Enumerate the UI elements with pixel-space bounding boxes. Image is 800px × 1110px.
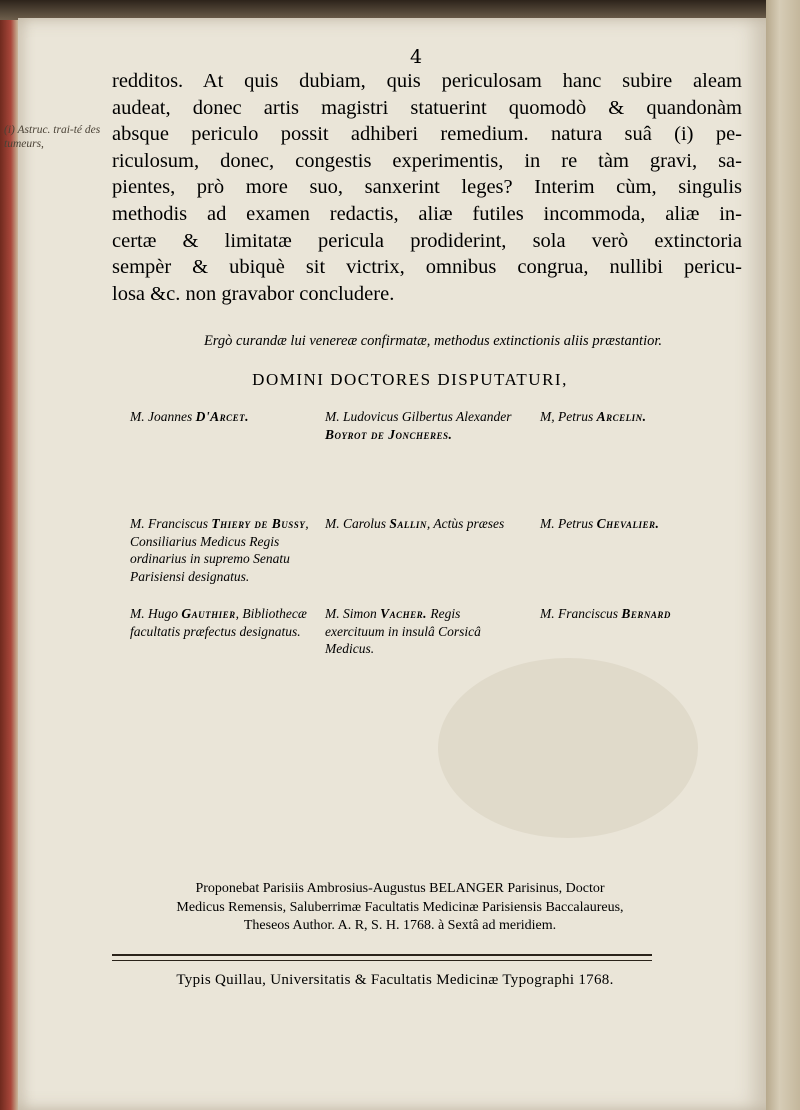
text-line: audeat, donec artis magistri statuerint quomodò & quandonàm (112, 96, 742, 119)
doctor-title: Regis exercituum in insulâ Corsicâ Medicus. (325, 606, 481, 657)
doctor-name: M. Petrus (540, 516, 597, 531)
doctor-name: M. Simon (325, 606, 381, 621)
doctor-name: M, Petrus (540, 409, 597, 424)
doctor-name: M. Carolus (325, 516, 390, 531)
doctor-entry (325, 408, 515, 443)
footer-line: Medicus Remensis, Saluberrimæ Facultatis Medicinæ Parisiensis Baccalaureus, (176, 899, 624, 915)
doctor-entry (540, 605, 750, 623)
doctor-surname: Boyrot de Joncheres. (325, 426, 453, 442)
doctor-name: M. Franciscus (130, 516, 212, 531)
doctor-surname: Thiery de Bussy (211, 516, 306, 531)
book-top-edge (0, 0, 800, 20)
page-stack-edge (766, 0, 800, 1110)
printer-imprint: Typis Quillau, Universitatis & Facultatis Medicinæ Typographi 1768. (176, 972, 614, 988)
text-line: sempèr & ubiquè sit victrix, omnibus congrua, nullibi pericu- (112, 256, 742, 279)
thesis-conclusion: Ergò curandæ lui venereæ confirmatæ, methodus extinctionis aliis præstantior. (203, 333, 663, 349)
binding-edge (0, 20, 18, 1110)
doctor-name: M. Franciscus (540, 606, 622, 621)
doctor-entry (130, 515, 320, 585)
text-line: pientes, prò more suo, sanxerint leges? Interim cùm, singulis (112, 176, 742, 199)
doctor-title: , Consiliarius Medicus Regis ordinarius in supremo Senatu Parisiensi designatus. (130, 516, 309, 584)
proponebat-block (130, 880, 670, 936)
doctor-surname: D'Arcet. (195, 409, 249, 424)
page-number: 4 (409, 46, 423, 68)
text-line: absque periculo possit adhiberi remedium. natura suâ (i) pe- (112, 123, 742, 146)
doctor-title: , Actùs præses (426, 516, 505, 531)
paper-stain (438, 658, 698, 838)
margin-footnote: (i) Astruc. trai-té des tumeurs, (4, 124, 101, 150)
doctor-name: M. Joannes (130, 409, 196, 424)
footer-line: Proponebat Parisiis Ambrosius-Augustus BELANGER Parisinus, Doctor (195, 881, 605, 896)
doctor-surname: Chevalier. (596, 516, 660, 531)
text-line: losa &c. non gravabor concludere. (112, 282, 395, 305)
text-line: riculosum, donec, congestis experimentis, in re tàm gravi, sa- (112, 149, 742, 172)
footer-line: Theseos Author. A. R, S. H. 1768. à Sextâ ad meridiem. (243, 918, 557, 933)
doctor-surname: Gauthier (181, 606, 236, 621)
text-line: certæ & limitatæ pericula prodiderint, sola verò extinctoria (112, 229, 742, 252)
doctor-surname: Vacher. (380, 606, 428, 621)
doctor-title: , Bibliothecæ facultatis præfectus designatus. (130, 606, 307, 639)
doctor-entry (130, 408, 330, 426)
doctor-name: M. Hugo (130, 606, 182, 621)
doctors-heading: DOMINI DOCTORES DISPUTATURI, (252, 370, 568, 389)
doctor-surname: Bernard (621, 606, 671, 621)
doctor-name: M. Ludovicus Gilbertus Alexander (325, 409, 512, 424)
doctor-entry (540, 408, 750, 426)
text-line: redditos. At quis dubiam, quis periculosam hanc subire aleam (112, 70, 742, 92)
doctor-entry (325, 515, 515, 533)
doctor-entry (130, 605, 320, 640)
doctor-surname: Arcelin. (596, 409, 647, 424)
divider-rule (112, 954, 652, 956)
text-line: methodis ad examen redactis, aliæ futiles incommoda, aliæ in- (112, 202, 742, 225)
divider-rule-thin (112, 960, 652, 961)
main-paragraph (112, 68, 742, 307)
doctor-entry (325, 605, 515, 658)
doctor-entry (540, 515, 750, 533)
doctor-surname: Sallin (389, 516, 427, 531)
